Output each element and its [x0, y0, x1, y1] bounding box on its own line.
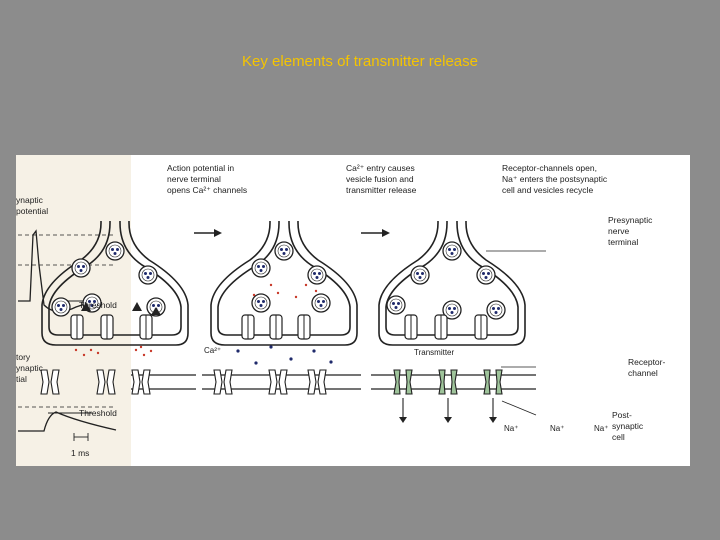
presynaptic-terminals [42, 221, 525, 345]
stage-2-caption-1: Ca²⁺ entry causes [346, 163, 415, 173]
stage-3-caption-1: Receptor-channels open, [502, 163, 597, 173]
stage-2-caption-3: transmitter release [346, 185, 417, 195]
stage-3-caption-3: cell and vesicles recycle [502, 185, 594, 195]
sodium-label-2: Na⁺ [550, 424, 565, 433]
stage-1-caption-3: opens Ca²⁺ channels [167, 185, 248, 195]
transmitter-molecules [236, 345, 332, 364]
stage-2-vesicles [252, 242, 330, 312]
lower-trace-label-2: ynaptic [16, 363, 43, 373]
upper-trace-label-1: ynaptic [16, 195, 43, 205]
sodium-label-1: Na⁺ [504, 424, 519, 433]
open-receptor-channels [394, 370, 502, 394]
presynaptic-label-3: terminal [608, 237, 639, 247]
receptor-label-1: Receptor- [628, 357, 666, 367]
threshold-label-2: Threshold [79, 408, 117, 418]
stage-2-caption-2: vesicle fusion and [346, 174, 414, 184]
stage-3-vesicles [387, 242, 505, 319]
stage-1-caption-2: nerve terminal [167, 174, 221, 184]
lower-trace-label-3: tial [16, 374, 27, 384]
postsynaptic-label-1: Post- [612, 410, 632, 420]
stage-1-caption-1: Action potential in [167, 163, 235, 173]
threshold-label-1: Threshold [79, 300, 117, 310]
stage-2-receptors [214, 370, 326, 394]
slide-title: Key elements of transmitter release [242, 53, 478, 70]
stage-1-receptors [41, 370, 150, 394]
postsynaptic-label-3: cell [612, 432, 625, 442]
calcium-ions [75, 346, 152, 356]
lower-trace-label-1: tory [16, 352, 31, 362]
calcium-label: Ca²⁺ [204, 346, 222, 355]
presynaptic-label-2: nerve [608, 226, 630, 236]
receptor-label-2: channel [628, 368, 658, 378]
postsynaptic-membranes [131, 375, 536, 389]
upper-trace-label-2: potential [16, 206, 49, 216]
sodium-label-3: Na⁺ [594, 424, 609, 433]
synapse-diagram-svg [16, 155, 690, 466]
synapse-figure [16, 155, 690, 466]
postsynaptic-label-2: synaptic [612, 421, 644, 431]
stage-3-caption-2: Na⁺ enters the postsynaptic [502, 174, 608, 184]
presynaptic-label-1: Presynaptic [608, 215, 653, 225]
transmitter-label: Transmitter [414, 348, 455, 357]
time-scale-label: 1 ms [71, 448, 90, 458]
